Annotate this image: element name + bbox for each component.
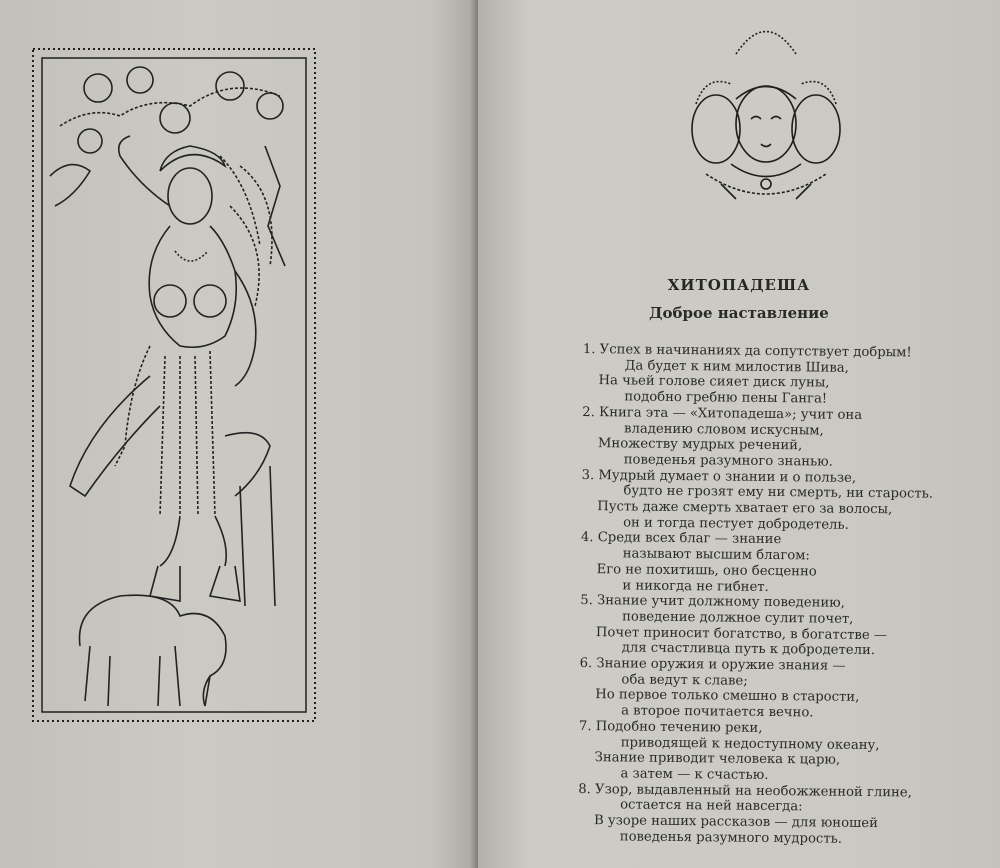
verse-line: 4. Среди всех благ — знание <box>580 530 782 548</box>
verse-line: он и тогда пестует добродетель. <box>623 515 849 533</box>
left-page <box>0 0 478 868</box>
verse-line: остается на ней навсегда: <box>620 797 803 815</box>
three-faced-deity-illustration <box>676 14 856 204</box>
verse-line: а затем — к счастью. <box>620 766 769 783</box>
verse-line: подобно гребню пены Ганга! <box>624 389 828 407</box>
verse-7 <box>578 719 989 786</box>
verse-line: и никогда не гибнет. <box>622 577 769 595</box>
verse-2 <box>582 405 993 472</box>
dancer-illustration <box>30 46 320 726</box>
verse-line: Пусть даже смерть хватает его за волосы, <box>597 499 893 518</box>
verse-line: На чьей голове сияет диск луны, <box>598 373 830 391</box>
verse-line: 8. Узор, выдавленный на необожженной глине, <box>578 781 912 801</box>
verse-line: приводящей к недоступному океану, <box>620 734 880 753</box>
verse-line: 2. Книга эта — «Хитопадеша»; учит она <box>582 404 863 423</box>
verse-6 <box>579 656 990 723</box>
verse-1 <box>582 342 993 409</box>
verse-line: Но первое только смешно в старости, <box>595 687 860 706</box>
verse-line: Почет приносит богатство, в богатстве — <box>595 624 888 643</box>
verse-line: Его не похитишь, оно бесценно <box>596 561 817 580</box>
verse-line: для счастливца путь к добродетели. <box>621 640 876 659</box>
verse-line: 5. Знание учит должному поведению, <box>580 593 845 612</box>
verse-line: Множеству мудрых речений, <box>597 436 803 454</box>
verse-line: Да будет к ним милостив Шива, <box>624 358 849 376</box>
verse-line: называют высшим благом: <box>622 546 810 564</box>
verse-list <box>578 342 993 849</box>
book-subtitle: Доброе наставление <box>649 304 829 322</box>
verse-line: 7. Подобно течению реки, <box>578 718 763 736</box>
book-title: ХИТОПАДЕША <box>667 276 811 294</box>
verse-4 <box>580 530 991 597</box>
verse-line: поведенья разумного мудрость. <box>619 829 843 847</box>
verse-3 <box>581 468 992 535</box>
verse-line: Знание приводит человека к царю, <box>594 750 841 768</box>
verse-line: поведение должное сулит почет, <box>622 609 854 627</box>
verse-line: будто не грозят ему ни смерть, ни старость. <box>623 483 934 503</box>
verse-line: а второе почитается вечно. <box>621 703 814 721</box>
verse-line: 3. Мудрый думает о знании и о пользе, <box>581 467 857 486</box>
verse-line: владению словом искусным, <box>624 420 824 439</box>
verse-line: В узоре наших рассказов — для юношей <box>593 813 878 832</box>
verse-line: оба ведут к славе; <box>621 672 748 689</box>
verse-line: 1. Успех в начинаниях да сопутствует добрым! <box>582 342 912 361</box>
verse-line: поведенья разумного знанью. <box>623 452 833 470</box>
verse-line: 6. Знание оружия и оружие знания — <box>579 656 846 674</box>
verse-8 <box>578 782 989 849</box>
verse-5 <box>580 593 991 660</box>
